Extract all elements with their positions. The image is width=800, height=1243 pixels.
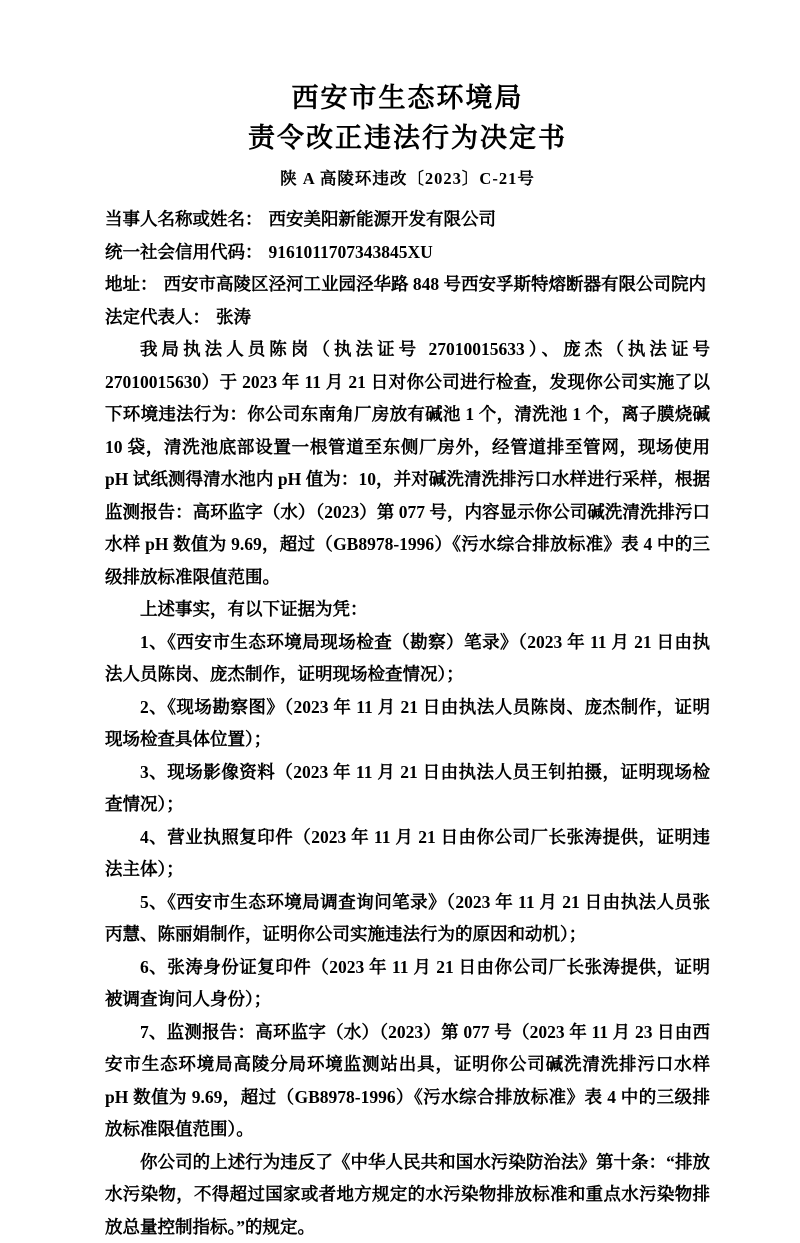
issuing-authority-title: 西安市生态环境局 <box>105 78 710 118</box>
document-header <box>105 78 710 190</box>
credit-code-label: 统一社会信用代码： <box>105 242 263 262</box>
evidence-intro-line: 上述事实，有以下证据为凭： <box>105 593 710 626</box>
address-line <box>105 268 710 301</box>
document-title: 责令改正违法行为决定书 <box>105 118 710 158</box>
evidence-item-2: 2、《现场勘察图》（2023 年 11 月 21 日由执法人员陈岗、庞杰制作，证明现场检查具体位置）； <box>105 691 710 756</box>
evidence-item-6: 6、张涛身份证复印件（2023 年 11 月 21 日由你公司厂长张涛提供，证明被调查询问人身份）； <box>105 951 710 1016</box>
party-name-value: 西安美阳新能源开发有限公司 <box>269 209 497 229</box>
evidence-item-4: 4、营业执照复印件（2023 年 11 月 21 日由你公司厂长张涛提供，证明违法主体）； <box>105 821 710 886</box>
address-value: 西安市高陵区泾河工业园泾华路 848 号西安孚斯特熔断器有限公司院内 <box>164 274 707 294</box>
evidence-item-5: 5、《西安市生态环境局调查询问笔录》（2023 年 11 月 21 日由执法人员张丙慧、陈丽娟制作，证明你公司实施违法行为的原因和动机）； <box>105 886 710 951</box>
inspection-findings-paragraph: 我局执法人员陈岗（执法证号 27010015633）、庞杰（执法证号 27010015630）于 2023 年 11 月 21 日对你公司进行检查，发现你公司实施了以下环境违法行为：你公司东南角厂房放有碱池 1 个，清洗池 1 个，离子膜烧碱 10 袋，清洗池底部设置一根管道至东侧厂房外，经管道排至管网，现场使用 pH 试纸测得清水池内 pH 值为：10，并对碱洗清洗排污口水样进行采样，根据监测报告：高环监字（水）（2023）第 077 号，内容显示你公司碱洗清洗排污口水样 pH 数值为 9.69，超过（GB8978-1996）《污水综合排放标准》表 4 中的三级排放标准限值范围。 <box>105 333 710 593</box>
legal-representative-value: 张涛 <box>216 307 251 327</box>
evidence-item-1: 1、《西安市生态环境局现场检查（勘察）笔录》（2023 年 11 月 21 日由执法人员陈岗、庞杰制作，证明现场检查情况）； <box>105 626 710 691</box>
party-name-line <box>105 203 710 236</box>
document-body <box>105 203 710 1243</box>
legal-representative-line <box>105 301 710 334</box>
legal-representative-label: 法定代表人： <box>105 307 210 327</box>
evidence-item-7: 7、监测报告：高环监字（水）（2023）第 077 号（2023 年 11 月 23 日由西安市生态环境局高陵分局环境监测站出具，证明你公司碱洗清洗排污口水样 pH 数值为 9.69，超过（GB8978-1996）《污水综合排放标准》表 4 中的三级排放标准限值范围）。 <box>105 1016 710 1146</box>
credit-code-line <box>105 236 710 269</box>
address-label: 地址： <box>105 274 158 294</box>
party-name-label: 当事人名称或姓名： <box>105 209 263 229</box>
credit-code-value: 9161011707343845XU <box>269 242 433 262</box>
document-number: 陕 A 高陵环违改〔2023〕C-21号 <box>105 168 710 190</box>
evidence-item-3: 3、现场影像资料（2023 年 11 月 21 日由执法人员王钊拍摄，证明现场检查情况）； <box>105 756 710 821</box>
violation-clause-paragraph: 你公司的上述行为违反了《中华人民共和国水污染防治法》第十条：“排放水污染物，不得超过国家或者地方规定的水污染物排放标准和重点水污染物排放总量控制指标。”的规定。 <box>105 1146 710 1243</box>
